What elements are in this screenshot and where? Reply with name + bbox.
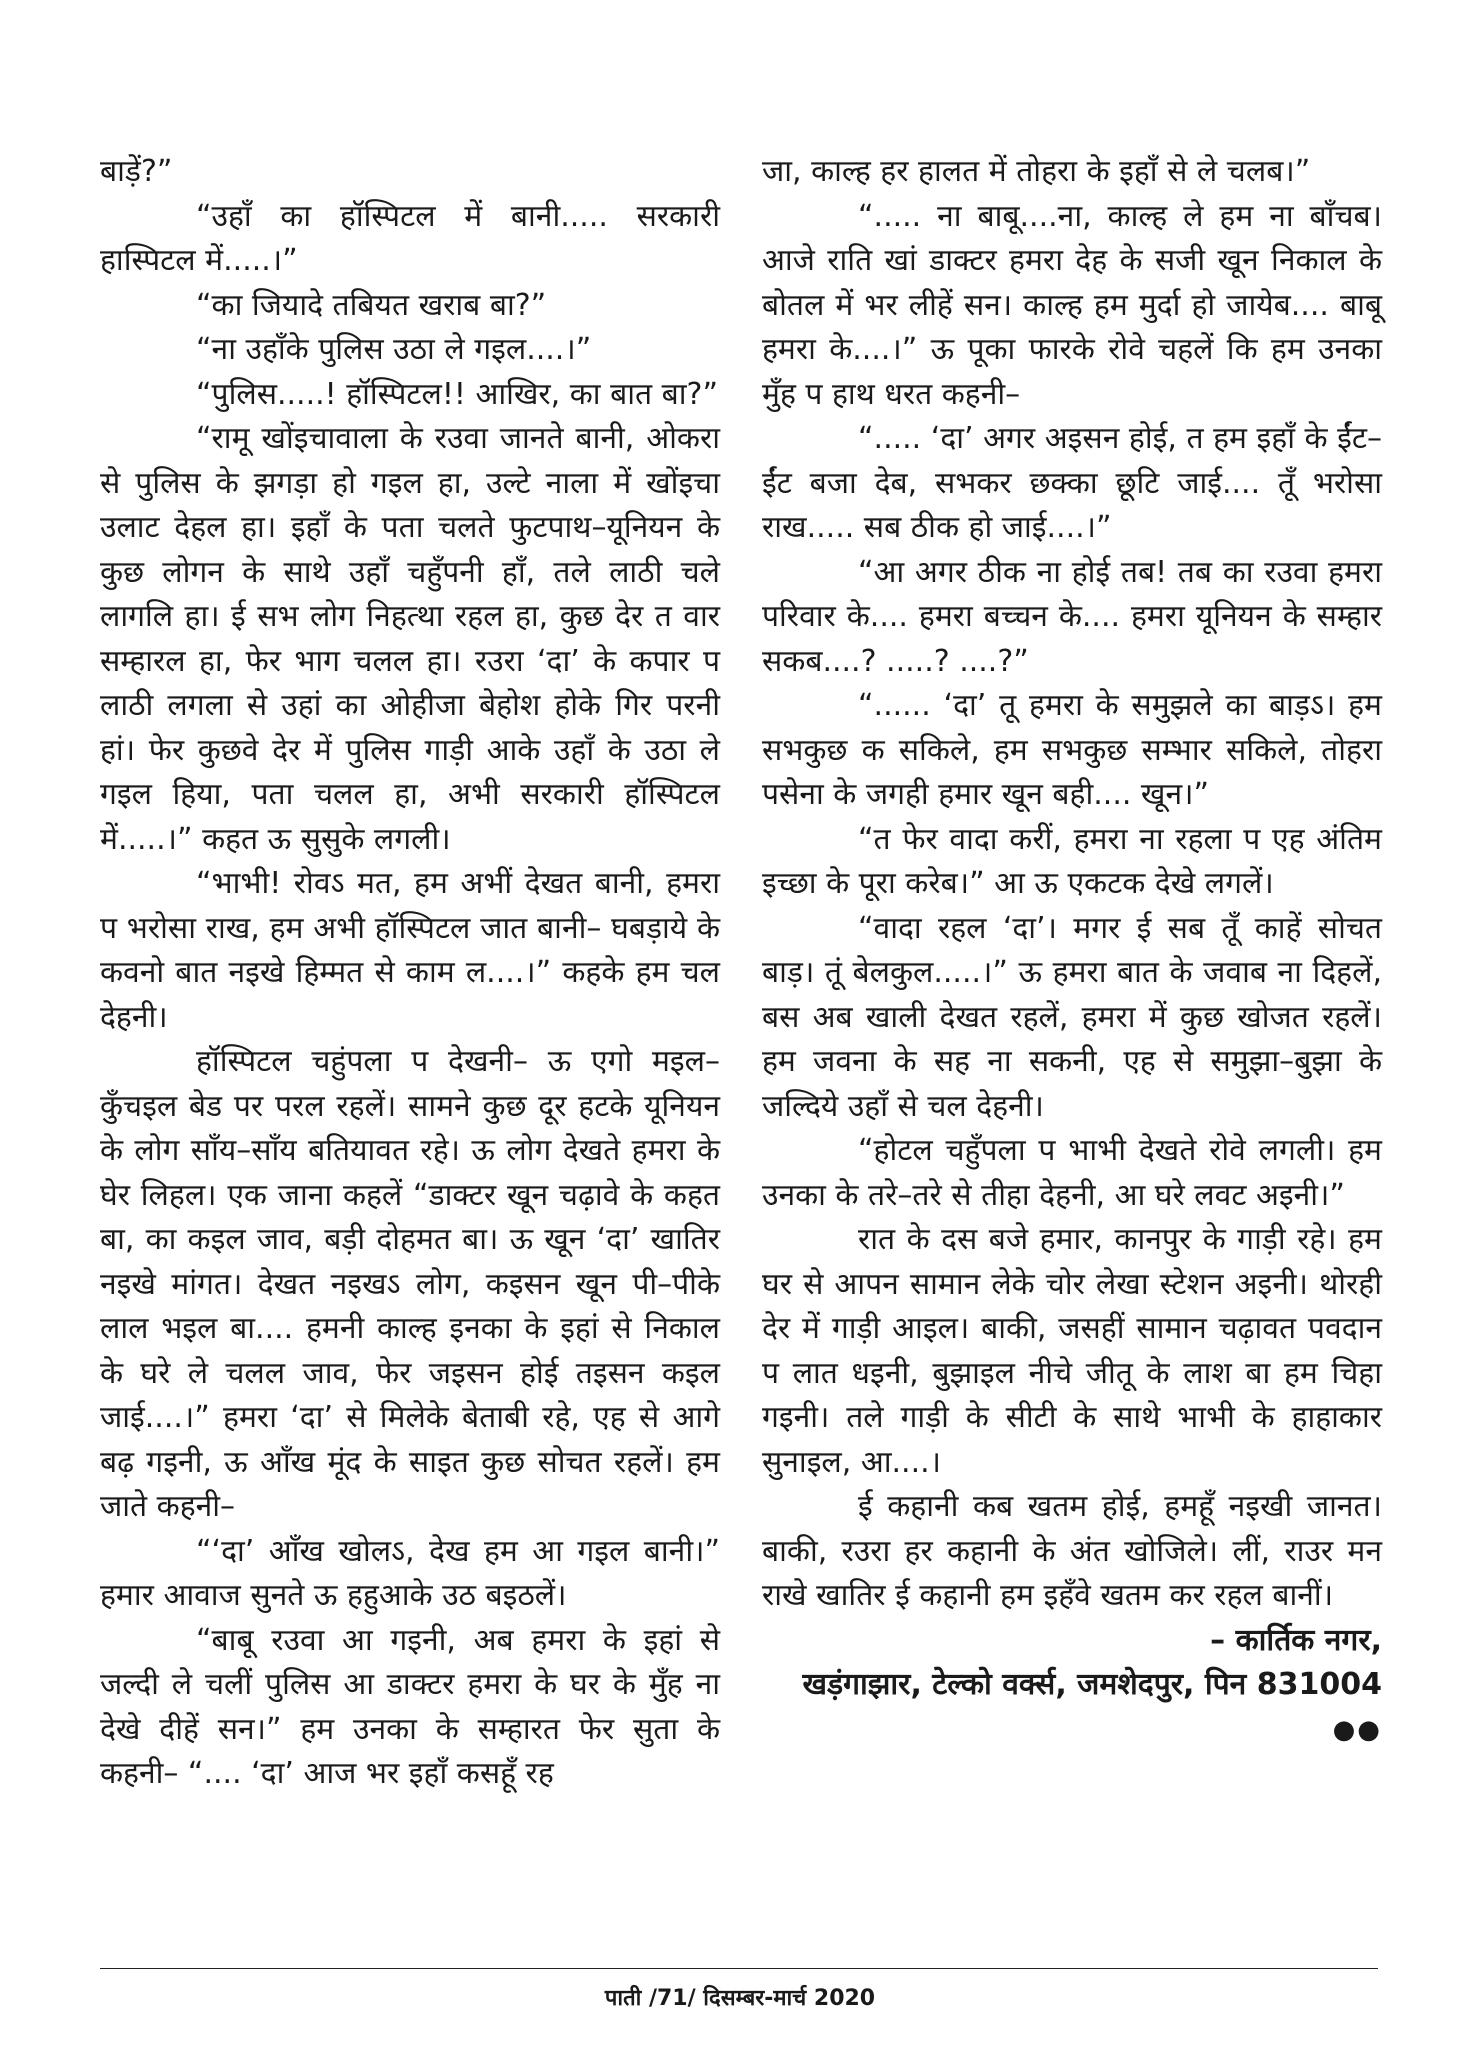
paragraph: “त फेर वादा करीं, हमरा ना रहला प एह अंतिम इच्छा के पूरा करेब।” आ ऊ एकटक देखे लगलें। (762, 821, 1382, 901)
author-signature: – कार्तिक नगर, (1210, 1622, 1382, 1658)
paragraph: “होटल चहुँपला प भाभी देखते रोवे लगली। हम उनका के तरे–तरे से तीहा देहनी, आ घरे लवट अइनी।” (762, 1133, 1382, 1213)
paragraph: “आ अगर ठीक ना होई तब! तब का रउवा हमरा परिवार के.... हमरा बच्चन के.... हमरा यूनियन के सम्हार सकब....? .....? ....?” (762, 554, 1382, 679)
right-text-column (762, 150, 1382, 1752)
paragraph: “..... ‘दा’ अगर अइसन होई, त हम इहाँ के ईंट–ईंट बजा देब, सभकर छक्का छूटि जाई.... तूँ भरोसा राख..... सब ठीक हो जाई....।” (762, 421, 1382, 545)
paragraph: “रामू खोंइचावाला के रउवा जानते बानी, ओकरा से पुलिस के झगड़ा हो गइल हा, उल्टे नाला में खोंइचा उलाट देहल हा। इहाँ के पता चलते फुटपाथ–यूनियन के कुछ लोगन के साथे उहाँ चहुँपनी हाँ, तले लाठी चले लागलि हा। ई सभ लोग निहत्था रहल हा, कुछ देर त वार सम्हारल हा, फेर भाग चलल हा। रउरा ‘दा’ के कपार प लाठी लगला से उहां का ओहीजा बेहोश होके गिर परनी हां। फेर कुछवे देर में पुलिस गाड़ी आके उहाँ के उठा ले गइल हिया, पता चलल हा, अभी सरकारी हॉस्पिटल में.....।” कहत ऊ सुसुके लगली। (100, 421, 720, 857)
author-address: खड़ंगाझार, टेल्को वर्क्स, जमशेदपुर, पिन 831004 (802, 1667, 1382, 1702)
left-text-column (100, 150, 720, 1797)
paragraph: “वादा रहल ‘दा’। मगर ई सब तूँ काहें सोचत बाड़। तूं बेलकुल.....।” ऊ हमरा बात के जवाब ना दिहलें, बस अब खाली देखत रहलें, हमरा में कुछ खोजत रहलें। हम जवना के सह ना सकनी, एह से समुझा–बुझा के जल्दिये उहाँ से चल देहनी। (762, 910, 1382, 1124)
paragraph: “...... ‘दा’ तू हमरा के समुझले का बाड़ऽ। हम सभकुछ क सकिले, हम सभकुछ सम्भार सकिले, तोहरा पसेना के जगही हमार खून बही.... खून।” (762, 688, 1382, 812)
paragraph: रात के दस बजे हमार, कानपुर के गाड़ी रहे। हम घर से आपन सामान लेके चोर लेखा स्टेशन अइनी। थोरही देर में गाड़ी आइल। बाकी, जसहीं सामान चढ़ावत पवदान प लात धइनी, बुझाइल नीचे जीतू के लाश बा हम चिहा गइनी। तले गाड़ी के सीटी के साथे भाभी के हाहाकार सुनाइल, आ....। (762, 1222, 1382, 1480)
paragraph: “पुलिस.....! हॉस्पिटल!! आखिर, का बात बा?” (196, 376, 719, 412)
paragraph: “..... ना बाबू....ना, काल्ह ले हम ना बाँचब। आजे राति खां डाक्टर हमरा देह के सजी खून निकाल के बोतल में भर लीहें सन। काल्ह हम मुर्दा हो जायेब.... बाबू हमरा के....।” ऊ पूका फारके रोवे चहलें कि हम उनका मुँह प हाथ धरत कहनी– (762, 198, 1382, 412)
footer-divider (100, 1968, 1378, 1969)
paragraph: हॉस्पिटल चहुंपला प देखनी– ऊ एगो मइल–कुँचइल बेड पर परल रहलें। सामने कुछ दूर हटके यूनियन के लोग सॉंय–सॉंय बतियावत रहे। ऊ लोग देखते हमरा के घेर लिहल। एक जाना कहलें “डाक्टर खून चढ़ावे के कहत बा, का कइल जाव, बड़ी दोहमत बा। ऊ खून ‘दा’ खातिर नइखे मांगत। देखत नइखऽ लोग, कइसन खून पी–पीके लाल भइल बा.... हमनी काल्ह इनका के इहां से निकाल के घरे ले चलल जाव, फेर जइसन होई तइसन कइल जाई....।” हमरा ‘दा’ से मिलेके बेताबी रहे, एह से आगे बढ़ गइनी, ऊ आँख मूंद के साइत कुछ सोचत रहलें। हम जाते कहनी– (100, 1044, 720, 1524)
paragraph: बाड़ें?” (100, 154, 173, 189)
right-paragraphs (762, 150, 1382, 1619)
page-footer: पाती /71/ दिसम्बर-मार्च 2020 (604, 1986, 876, 2011)
paragraph: जा, काल्ह हर हालत में तोहरा के इहाँ से ले चलब।” (762, 154, 1311, 189)
paragraph: “का जियादे तबियत खराब बा?” (196, 287, 547, 323)
paragraph: “‘दा’ आँख खोलऽ, देख हम आ गइल बानी।” हमार आवाज सुनते ऊ हहुआके उठ बइठलें। (100, 1533, 720, 1613)
paragraph: “उहाँ का हॉस्पिटल में बानी..... सरकारी हास्पिटल में.....।” (100, 198, 720, 278)
paragraph: ई कहानी कब खतम होई, हमहूँ नइखी जानत। बाकी, रउरा हर कहानी के अंत खोजिले। लीं, राउर मन राखे खातिर ई कहानी हम इहँवे खतम कर रहल बानीं। (762, 1489, 1382, 1613)
paragraph: “बाबू रउवा आ गइनी, अब हमरा के इहां से जल्दी ले चलीं पुलिस आ डाक्टर हमरा के घर के मुँह ना देखे दीहें सन।” हम उनका के सम्हारत फेर सुता के कहनी– “.... ‘दा’ आज भर इहाँ कसहूँ रह (100, 1622, 720, 1791)
paragraph: “भाभी! रोवऽ मत, हम अभीं देखत बानी, हमरा प भरोसा राख, हम अभी हॉस्पिटल जात बानी– घबड़ाये के कवनो बात नइखे हिम्मत से काम ल....।” कहके हम चल देहनी। (100, 866, 720, 1035)
end-mark: ●● (1332, 1714, 1382, 1745)
paragraph: “ना उहाँके पुलिस उठा ले गइल....।” (196, 332, 592, 367)
